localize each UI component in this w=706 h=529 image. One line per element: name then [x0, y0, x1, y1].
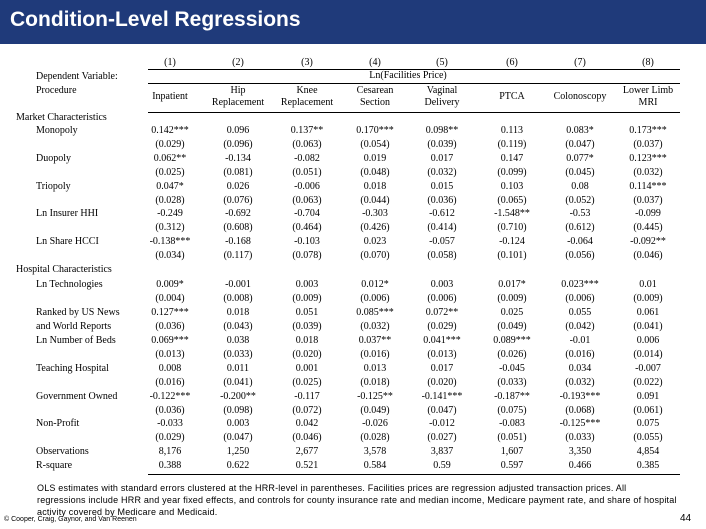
standard-error: (0.020) — [427, 377, 457, 388]
coefficient: -0.064 — [567, 236, 593, 247]
standard-error: (0.098) — [223, 405, 253, 416]
column-name: MRI — [638, 97, 658, 108]
standard-error: (0.119) — [497, 139, 527, 150]
coefficient: 0.009* — [156, 279, 184, 290]
rsquare-value: 0.521 — [295, 460, 319, 471]
column-name: Cesarean — [356, 85, 394, 96]
standard-error: (0.061) — [633, 405, 663, 416]
coefficient: 0.085*** — [356, 307, 394, 318]
coefficient: 0.142*** — [151, 125, 189, 136]
column-name: Knee — [296, 85, 318, 96]
row-label: Teaching Hospital — [36, 363, 109, 374]
standard-error: (0.072) — [292, 405, 322, 416]
observations-value: 3,837 — [430, 446, 454, 457]
standard-error: (0.055) — [633, 432, 663, 443]
slide-title: Condition-Level Regressions — [10, 8, 301, 31]
standard-error: (0.016) — [360, 349, 390, 360]
coefficient: 0.017 — [430, 153, 454, 164]
standard-error: (0.047) — [223, 432, 253, 443]
coefficient: -0.099 — [635, 208, 661, 219]
standard-error: (0.068) — [565, 405, 595, 416]
coefficient: -0.125*** — [559, 418, 601, 429]
coefficient: 0.075 — [636, 418, 660, 429]
coefficient: 0.018 — [295, 335, 319, 346]
coefficient: 0.061 — [636, 307, 660, 318]
rsquare-value: 0.59 — [433, 460, 451, 471]
standard-error: (0.025) — [155, 167, 185, 178]
standard-error: (0.028) — [155, 195, 185, 206]
column-number: (5) — [436, 57, 448, 68]
coefficient: 0.006 — [636, 335, 660, 346]
section-market-characteristics: Market Characteristics — [16, 112, 107, 123]
standard-error: (0.049) — [360, 405, 390, 416]
standard-error: (0.051) — [497, 432, 527, 443]
standard-error: (0.065) — [497, 195, 527, 206]
standard-error: (0.037) — [633, 195, 663, 206]
coefficient: -0.124 — [499, 236, 525, 247]
rsquare-value: 0.385 — [636, 460, 660, 471]
coefficient: -0.001 — [225, 279, 251, 290]
standard-error: (0.025) — [292, 377, 322, 388]
coefficient: -0.092** — [630, 236, 666, 247]
page-number: 44 — [680, 513, 692, 524]
coefficient: -0.249 — [157, 208, 183, 219]
standard-error: (0.414) — [427, 222, 457, 233]
rsquare-value: 0.388 — [158, 460, 182, 471]
row-label: Duopoly — [36, 153, 71, 164]
coefficient: -0.200** — [220, 391, 256, 402]
standard-error: (0.049) — [497, 321, 527, 332]
coefficient: 0.023 — [363, 236, 387, 247]
table-rule-bottom — [148, 474, 680, 475]
coefficient: 0.114*** — [629, 181, 667, 192]
standard-error: (0.032) — [633, 167, 663, 178]
coefficient: 0.012* — [361, 279, 389, 290]
standard-error: (0.101) — [497, 250, 527, 261]
row-label: Ln Insurer HHI — [36, 208, 99, 219]
coefficient: 0.091 — [636, 391, 660, 402]
standard-error: (0.037) — [633, 139, 663, 150]
coefficient: 0.098** — [425, 125, 459, 136]
row-label: Ln Number of Beds — [36, 335, 116, 346]
coefficient: -0.033 — [157, 418, 183, 429]
coefficient: 0.047* — [156, 181, 184, 192]
coefficient: 0.051 — [295, 307, 319, 318]
standard-error: (0.013) — [155, 349, 185, 360]
column-name: PTCA — [499, 91, 525, 102]
standard-error: (0.710) — [497, 222, 527, 233]
coefficient: 0.008 — [158, 363, 182, 374]
standard-error: (0.014) — [633, 349, 663, 360]
coefficient: 0.018 — [226, 307, 250, 318]
standard-error: (0.047) — [427, 405, 457, 416]
coefficient: 0.103 — [500, 181, 524, 192]
standard-error: (0.039) — [292, 321, 322, 332]
coefficient: -0.117 — [294, 391, 320, 402]
standard-error: (0.004) — [155, 293, 185, 304]
coefficient: 0.038 — [226, 335, 250, 346]
standard-error: (0.041) — [223, 377, 253, 388]
coefficient: 0.01 — [639, 279, 657, 290]
observations-value: 1,250 — [226, 446, 250, 457]
standard-error: (0.033) — [565, 432, 595, 443]
rsquare-value: 0.622 — [226, 460, 250, 471]
coefficient: 0.017* — [498, 279, 526, 290]
coefficient: -0.303 — [362, 208, 388, 219]
standard-error: (0.063) — [292, 195, 322, 206]
footnote: OLS estimates with standard errors clustered at the HRR-level in parentheses. Facilities prices are regression adjusted transaction prices. All regressions include HRR and year fixed effects, and controls for county insurance rate and median income, Medicare payment rate, and share of hospital activity covered by Medicare and Medicaid. — [37, 483, 677, 517]
standard-error: (0.029) — [155, 139, 185, 150]
standard-error: (0.054) — [360, 139, 390, 150]
coefficient: -0.141*** — [421, 391, 463, 402]
standard-error: (0.048) — [360, 167, 390, 178]
standard-error: (0.009) — [497, 293, 527, 304]
standard-error: (0.612) — [565, 222, 595, 233]
coefficient: 0.089*** — [493, 335, 531, 346]
coefficient: 0.113 — [500, 125, 524, 136]
standard-error: (0.044) — [360, 195, 390, 206]
row-label: Ln Share HCCI — [36, 236, 99, 247]
standard-error: (0.029) — [155, 432, 185, 443]
coefficient: 0.137** — [290, 125, 324, 136]
coefficient: 0.018 — [363, 181, 387, 192]
coefficient: -0.138*** — [149, 236, 191, 247]
row-label: Non-Profit — [36, 418, 80, 429]
coefficient: -0.134 — [225, 153, 251, 164]
column-name: Lower Limb — [622, 85, 674, 96]
column-number: (4) — [369, 57, 381, 68]
row-header-subtitle: Procedure — [36, 85, 77, 96]
column-name: Hip — [230, 85, 246, 96]
observations-value: 3,350 — [568, 446, 592, 457]
rsquare-value: 0.597 — [500, 460, 524, 471]
standard-error: (0.013) — [427, 349, 457, 360]
header-rule-mid — [148, 83, 680, 84]
standard-error: (0.032) — [427, 167, 457, 178]
coefficient: -0.122*** — [149, 391, 191, 402]
rsquare-value: 0.584 — [363, 460, 387, 471]
row-label: Ranked by US News — [36, 307, 120, 318]
coefficient: 0.127*** — [151, 307, 189, 318]
standard-error: (0.051) — [292, 167, 322, 178]
standard-error: (0.006) — [360, 293, 390, 304]
column-name: Vaginal — [426, 85, 458, 96]
standard-error: (0.026) — [497, 349, 527, 360]
coefficient: 0.077* — [566, 153, 594, 164]
column-name: Delivery — [424, 97, 460, 108]
standard-error: (0.018) — [360, 377, 390, 388]
standard-error: (0.099) — [497, 167, 527, 178]
coefficient: 0.08 — [571, 181, 589, 192]
coefficient: 0.001 — [295, 363, 319, 374]
standard-error: (0.028) — [360, 432, 390, 443]
coefficient: -0.026 — [362, 418, 388, 429]
standard-error: (0.032) — [360, 321, 390, 332]
standard-error: (0.464) — [292, 222, 322, 233]
coefficient: 0.062** — [153, 153, 187, 164]
coefficient: -0.082 — [294, 153, 320, 164]
standard-error: (0.081) — [223, 167, 253, 178]
standard-error: (0.027) — [427, 432, 457, 443]
standard-error: (0.045) — [565, 167, 595, 178]
standard-error: (0.075) — [497, 405, 527, 416]
row-label: Triopoly — [36, 181, 71, 192]
coefficient: -0.007 — [635, 363, 661, 374]
coefficient: -0.53 — [569, 208, 591, 219]
column-name: Replacement — [211, 97, 265, 108]
coefficient: 0.011 — [226, 363, 250, 374]
coefficient: 0.042 — [295, 418, 319, 429]
coefficient: 0.072** — [425, 307, 459, 318]
standard-error: (0.009) — [292, 293, 322, 304]
standard-error: (0.036) — [155, 321, 185, 332]
observations-value: 2,677 — [295, 446, 319, 457]
coefficient: 0.096 — [226, 125, 250, 136]
standard-error: (0.016) — [155, 377, 185, 388]
coefficient: 0.017 — [430, 363, 454, 374]
row-label: Government Owned — [36, 391, 118, 402]
standard-error: (0.043) — [223, 321, 253, 332]
coefficient: 0.147 — [500, 153, 524, 164]
coefficient: -0.01 — [569, 335, 591, 346]
coefficient: -0.012 — [429, 418, 455, 429]
section-hospital-characteristics: Hospital Characteristics — [16, 264, 112, 275]
standard-error: (0.006) — [565, 293, 595, 304]
coefficient: 0.019 — [363, 153, 387, 164]
standard-error: (0.608) — [223, 222, 253, 233]
standard-error: (0.034) — [155, 250, 185, 261]
standard-error: (0.041) — [633, 321, 663, 332]
coefficient: 0.041*** — [423, 335, 461, 346]
dependent-variable-label: Ln(Facilities Price) — [369, 70, 447, 81]
standard-error: (0.006) — [427, 293, 457, 304]
standard-error: (0.096) — [223, 139, 253, 150]
standard-error: (0.058) — [427, 250, 457, 261]
observations-value: 8,176 — [158, 446, 182, 457]
coefficient: -0.187** — [494, 391, 530, 402]
coefficient: -0.193*** — [559, 391, 601, 402]
coefficient: -0.168 — [225, 236, 251, 247]
standard-error: (0.056) — [565, 250, 595, 261]
standard-error: (0.052) — [565, 195, 595, 206]
standard-error: (0.032) — [565, 377, 595, 388]
standard-error: (0.117) — [223, 250, 253, 261]
coefficient: -0.006 — [294, 181, 320, 192]
coefficient: -0.103 — [294, 236, 320, 247]
column-number: (1) — [164, 57, 176, 68]
standard-error: (0.426) — [360, 222, 390, 233]
coefficient: 0.026 — [226, 181, 250, 192]
coefficient: 0.003 — [295, 279, 319, 290]
row-label: and World Reports — [36, 321, 112, 332]
column-number: (2) — [232, 57, 244, 68]
coefficient: -0.704 — [294, 208, 320, 219]
standard-error: (0.046) — [292, 432, 322, 443]
column-number: (6) — [506, 57, 518, 68]
coefficient: 0.055 — [568, 307, 592, 318]
standard-error: (0.076) — [223, 195, 253, 206]
header-rule-bottom — [148, 112, 680, 113]
column-number: (3) — [301, 57, 313, 68]
column-name: Inpatient — [152, 91, 188, 102]
rsquare-value: 0.466 — [568, 460, 592, 471]
coefficient: 0.170*** — [356, 125, 394, 136]
row-label: Monopoly — [36, 125, 78, 136]
standard-error: (0.312) — [155, 222, 185, 233]
observations-value: 3,578 — [363, 446, 387, 457]
standard-error: (0.063) — [292, 139, 322, 150]
coefficient: 0.037** — [358, 335, 392, 346]
standard-error: (0.008) — [223, 293, 253, 304]
row-label-rsquare: R-square — [36, 460, 73, 471]
column-name: Colonoscopy — [553, 91, 607, 102]
coefficient: -0.057 — [429, 236, 455, 247]
coefficient: -1.548** — [494, 208, 530, 219]
coefficient: 0.025 — [500, 307, 524, 318]
coefficient: -0.125** — [357, 391, 393, 402]
standard-error: (0.033) — [223, 349, 253, 360]
row-header-title: Dependent Variable: — [36, 71, 118, 82]
coefficient: -0.692 — [225, 208, 251, 219]
observations-value: 1,607 — [500, 446, 524, 457]
row-label-observations: Observations — [36, 446, 89, 457]
standard-error: (0.036) — [155, 405, 185, 416]
coefficient: 0.003 — [226, 418, 250, 429]
coefficient: -0.045 — [499, 363, 525, 374]
standard-error: (0.078) — [292, 250, 322, 261]
coefficient: 0.083* — [566, 125, 594, 136]
credit-line: © Cooper, Craig, Gaynor, and Van Reenen — [4, 516, 137, 523]
coefficient: -0.083 — [499, 418, 525, 429]
standard-error: (0.047) — [565, 139, 595, 150]
column-name: Replacement — [280, 97, 334, 108]
coefficient: 0.003 — [430, 279, 454, 290]
coefficient: 0.023*** — [561, 279, 599, 290]
coefficient: 0.069*** — [151, 335, 189, 346]
standard-error: (0.022) — [633, 377, 663, 388]
coefficient: 0.034 — [568, 363, 592, 374]
coefficient: -0.612 — [429, 208, 455, 219]
standard-error: (0.036) — [427, 195, 457, 206]
standard-error: (0.445) — [633, 222, 663, 233]
standard-error: (0.046) — [633, 250, 663, 261]
standard-error: (0.016) — [565, 349, 595, 360]
standard-error: (0.009) — [633, 293, 663, 304]
standard-error: (0.029) — [427, 321, 457, 332]
column-number: (8) — [642, 57, 654, 68]
standard-error: (0.039) — [427, 139, 457, 150]
column-name: Section — [360, 97, 390, 108]
standard-error: (0.042) — [565, 321, 595, 332]
row-label: Ln Technologies — [36, 279, 103, 290]
column-number: (7) — [574, 57, 586, 68]
coefficient: 0.123*** — [629, 153, 667, 164]
standard-error: (0.033) — [497, 377, 527, 388]
standard-error: (0.070) — [360, 250, 390, 261]
coefficient: 0.013 — [363, 363, 387, 374]
observations-value: 4,854 — [636, 446, 660, 457]
coefficient: 0.173*** — [629, 125, 667, 136]
coefficient: 0.015 — [430, 181, 454, 192]
standard-error: (0.020) — [292, 349, 322, 360]
